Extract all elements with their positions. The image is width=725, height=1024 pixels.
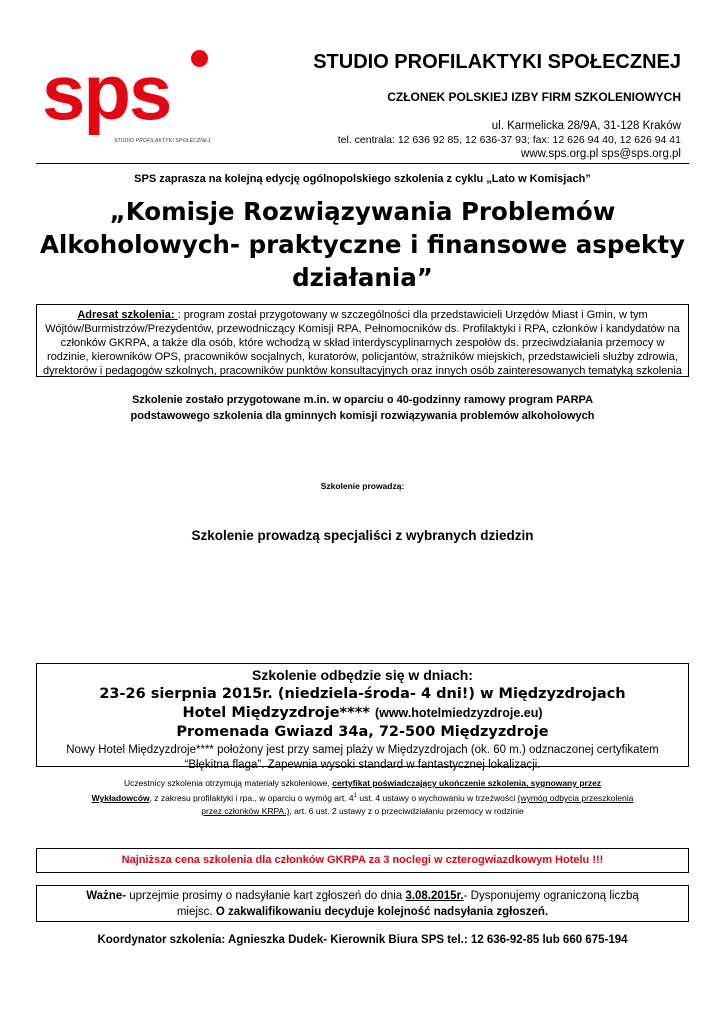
price-box: Najniższa cena szkolenia dla członków GKRPA za 3 noclegi w czterogwiazdkowym Hotelu !!!: [36, 848, 689, 873]
org-address: ul. Karmelicka 28/9A, 31-128 Kraków: [491, 120, 681, 132]
trainers-text: Szkolenie prowadzą specjaliści z wybranych dziedzin: [191, 528, 534, 543]
requirement-text: (wymóg odbycia przeszkolenia: [517, 792, 634, 803]
hotel-description: [37, 743, 688, 773]
coordinator-contact: Koordynator szkolenia: Agnieszka Dudek- Kierownik Biura SPS tel.: 12 636-92-85 lub 660 675-194: [97, 934, 628, 946]
materials-text-1: Uczestnicy szkolenia otrzymują materiały szkoleniowe,: [123, 778, 333, 788]
important-text-2: - Dysponujemy ograniczoną liczbą: [463, 890, 639, 902]
lecturers-text: Wykładowców: [91, 792, 150, 803]
materials-text-2: , z zakresu profilaktyki i rpa., w oparciu o wymóg art. 4: [149, 792, 354, 803]
org-name: STUDIO PROFILAKTYKI SPOŁECZNEJ: [313, 51, 681, 73]
title-line-3: działania”: [292, 263, 433, 292]
sps-logo: [40, 46, 210, 151]
trainers-heading: Szkolenie prowadzą:: [320, 481, 405, 491]
hotel-description-line-2: “Błękitna flaga”. Zapewnia wysoki standard w fantastycznej lokalizacji.: [184, 759, 541, 771]
logo-dot: [191, 50, 208, 67]
dates-heading: Szkolenie odbędzie się w dniach:: [252, 667, 473, 683]
article-superscript: 1: [353, 793, 357, 799]
dates-box: [36, 663, 689, 771]
hotel-name: Hotel Międzyzdroje****: [182, 705, 375, 721]
requirement-text-2: przez członków KRPA.): [201, 805, 290, 816]
important-label: Ważne-: [86, 890, 127, 902]
hotel-description-line-1: Nowy Hotel Międzyzdroje**** położony jest przy samej plaży w Międzyzdrojach (ok. 60 m.) odznaczonej certyfikatem: [66, 744, 659, 756]
addressee-box: [36, 304, 689, 377]
program-basis: [0, 392, 725, 424]
hotel-address: Promenada Gwiazd 34a, 72-500 Międzyzdroje: [176, 724, 549, 740]
invitation-text: SPS zaprasza na kolejną edycję ogólnopolskiego szkolenia z cyklu: [134, 173, 487, 185]
addressee-text: : program został przygotowany w szczególności dla przedstawicieli Urzędów Miast i Gmin, w tym Wójtów/Burmistrzów/Prezydentów, przewodniczący Komisji RPA, Pełnomocników ds. Profilaktyki i RPA, członków i kandydatów na członków GKRPA, a także dla osób, które wchodzą w skład interdyscyplinarnych zespołów ds. przeciwdziałania przemocy w rodzinie, kierowników OPS, pracowników socjalnych, kuratorów, policjantów, strażników miejskich, przedstawicieli służby zdrowia, dyrektorów i pedagogów szkolnych, pracowników punktów konsultacyjnych oraz innych osób zainteresowanych tematyką szkolenia: [43, 309, 682, 377]
important-line-1: [37, 888, 688, 904]
important-text-1: uprzejmie prosimy o nadsyłanie kart zgłoszeń do dnia: [126, 890, 406, 902]
important-bold-text: O zakwalifikowaniu decyduje kolejność nadsyłania zgłoszeń.: [215, 906, 549, 918]
series-name: „Lato w Komisjach”: [486, 173, 591, 185]
addressee-label: Adresat szkolenia:: [77, 309, 178, 321]
org-membership: CZŁONEK POLSKIEJ IZBY FIRM SZKOLENIOWYCH: [387, 90, 681, 104]
materials-note: [36, 777, 689, 818]
program-basis-line-2: podstawowego szkolenia dla gminnych komisji rozwiązywania problemów alkoholowych: [130, 410, 595, 422]
important-line-2: [37, 904, 688, 920]
hotel-website: (www.hotelmiedzyzdroje.eu): [374, 706, 543, 720]
important-box: [36, 885, 689, 922]
dates-when: 23-26 sierpnia 2015r. (niedziela-środa- 4 dni!) w Międzyzdrojach: [99, 686, 626, 702]
materials-text-4: , art. 6 ust. 2 ustawy z o przeciwdziałaniu przemocy w rodzinie: [289, 805, 524, 816]
org-web-email: www.sps.org.pl sps@sps.org.pl: [521, 148, 681, 160]
materials-text-3: ust. 4 ustawy o wychowaniu w trzeźwości: [357, 792, 518, 803]
important-text-3: miejsc.: [176, 906, 216, 918]
registration-deadline: 3.08.2015r.: [405, 890, 464, 902]
page-title: [20, 195, 705, 294]
hotel-line: [37, 704, 688, 723]
invitation-line: [0, 173, 725, 185]
header-divider: [36, 163, 689, 164]
title-line-2: Alkoholowych- praktyczne i finansowe aspekty: [39, 230, 686, 259]
title-line-1: „Komisje Rozwiązywania Problemów: [109, 197, 616, 226]
program-basis-line-1: Szkolenie zostało przygotowane m.in. w oparciu o 40-godzinny ramowy program PARPA: [131, 394, 594, 406]
logo-wordmark: sps: [42, 48, 171, 136]
certificate-text: certyfikat poświadczający ukończenie szkolenia, sygnowany przez: [332, 778, 602, 788]
org-phones: tel. centrala: 12 636 92 85, 12 636-37 93; fax: 12 626 94 40, 12 626 94 41: [337, 134, 681, 146]
logo-caption: STUDIO PROFILAKTYKI SPOŁECZNEJ: [114, 138, 211, 144]
